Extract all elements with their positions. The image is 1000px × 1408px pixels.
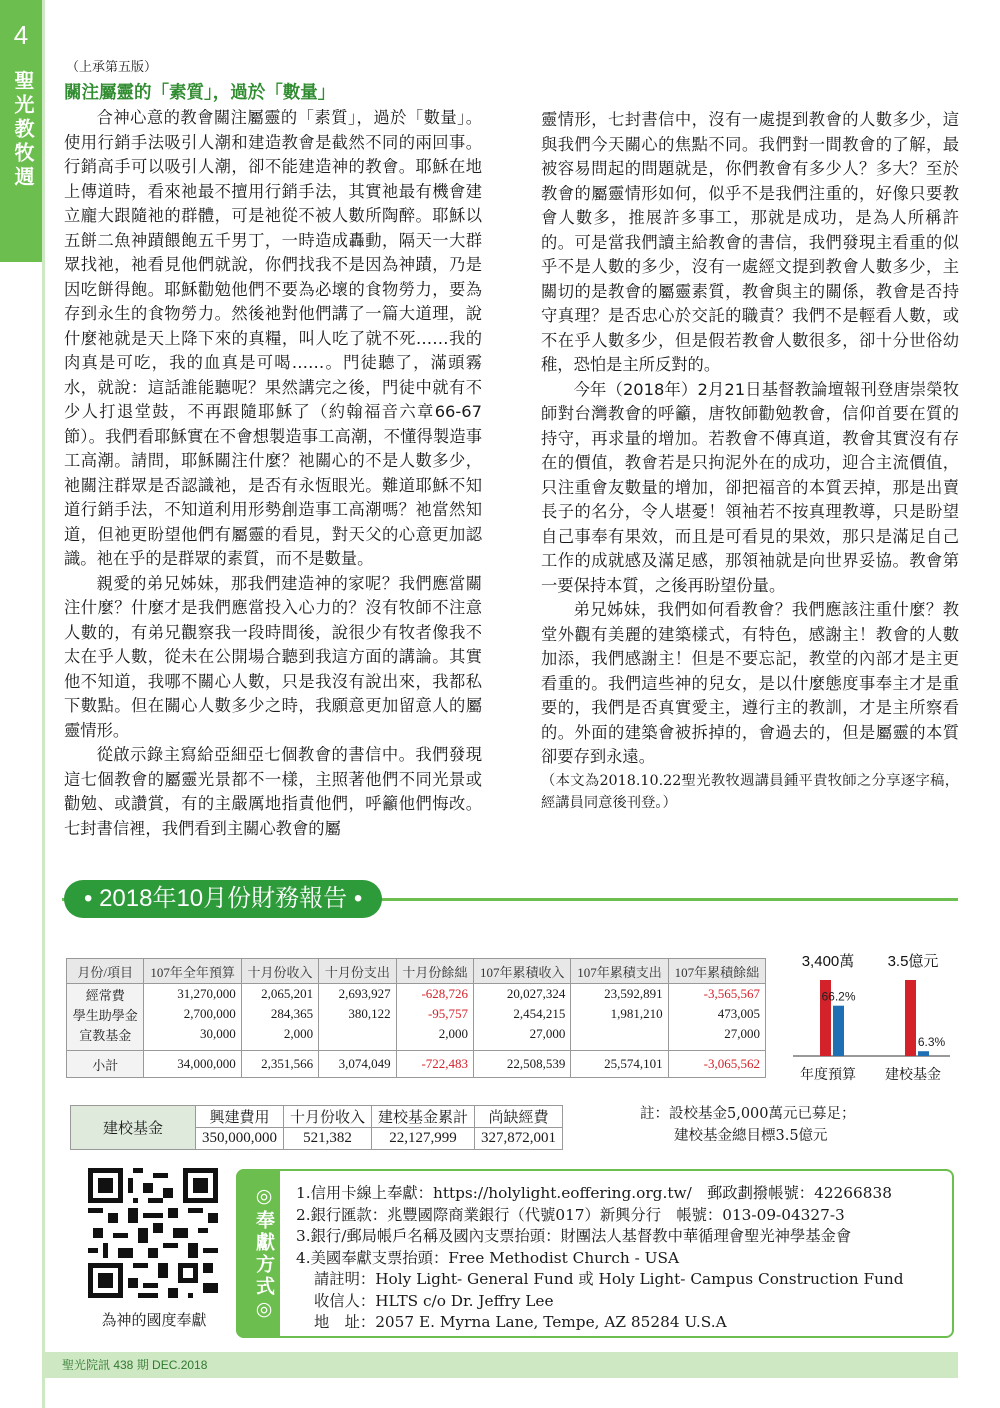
table-cell: 3,074,049 bbox=[319, 1051, 396, 1078]
table-cell: 27,000 bbox=[474, 1024, 571, 1044]
list-item: 請註明：Holy Light- General Fund 或 Holy Light- Campus Construction Fund bbox=[314, 1270, 904, 1288]
row-label: 學生助學金 bbox=[67, 1004, 144, 1024]
article-right-column bbox=[541, 108, 959, 814]
list-item: 3.銀行/郵局帳戶名稱及國內支票抬頭：財團法人基督教中華循理會聖光神學基金會 bbox=[296, 1227, 852, 1245]
paragraph: 親愛的弟兄姊妹，那我們建造神的家呢？我們應當關注什麼？什麼才是我們應當投入心力的？沒有牧師不注意人數的，有弟兄觀察我一段時間後，說很少有牧者像我不太在乎人數，從未在公開場合聽到我這方面的講論。其實他不知道，我哪不關心人數，只是我沒有說出來，我都私下數點。但在關心人數多少之時，我願意更加留意人的屬靈情形。 bbox=[64, 573, 482, 740]
table-cell: 2,000 bbox=[241, 1024, 318, 1044]
paragraph: 弟兄姊妹，我們如何看教會？我們應該注重什麼？教堂外觀有美麗的建築樣式，有特色，感謝主！教會的人數加添，我們感謝主！但是不要忘記，教堂的內部才是主更看重的。我們這些神的兒女，是以什麼態度事奉主才是重要的，我們是否真實愛主，遵行主的教訓，才是主所察看的。外面的建築會被拆掉的，會過去的，但是屬靈的本質卻要存到永遠。 bbox=[541, 600, 959, 766]
table-cell: -3,065,562 bbox=[668, 1051, 765, 1078]
table-cell: -722,483 bbox=[396, 1051, 473, 1078]
editor-note: （本文為2018.10.22聖光教牧週講員鍾平貴牧師之分享逐字稿，經講員同意後刊登。） bbox=[541, 772, 959, 811]
column-header: 十月份餘絀 bbox=[396, 959, 473, 984]
table-cell: 2,693,927 bbox=[319, 984, 396, 1005]
table-header-row bbox=[67, 959, 766, 984]
table-cell: 23,592,891 bbox=[571, 984, 668, 1005]
page-number: 4 bbox=[13, 20, 29, 50]
column-header: 107年全年預算 bbox=[144, 959, 241, 984]
table-cell: 2,700,000 bbox=[144, 1004, 241, 1024]
table-cell: 473,005 bbox=[668, 1004, 765, 1024]
table-cell bbox=[319, 1024, 396, 1044]
table-cell: -3,565,567 bbox=[668, 984, 765, 1005]
category-top-label: 3.5億元 bbox=[887, 953, 939, 970]
list-item: 收信人：HLTS c/o Dr. Jeffry Lee bbox=[314, 1291, 554, 1310]
continued-note: （上承第五版） bbox=[66, 60, 158, 75]
column-header: 107年累積收入 bbox=[474, 959, 571, 984]
list-item: 4.美國奉獻支票抬頭：Free Methodist Church - USA bbox=[296, 1248, 680, 1267]
category-label: 年度預算 bbox=[800, 1066, 856, 1082]
finance-banner: • 2018年10月份財務報告 • bbox=[64, 880, 382, 918]
table-cell: 20,027,324 bbox=[474, 984, 571, 1005]
table-cell: 25,574,101 bbox=[571, 1051, 668, 1078]
table-total-row bbox=[67, 1051, 766, 1078]
finance-table bbox=[66, 958, 766, 1078]
column-header: 十月份支出 bbox=[319, 959, 396, 984]
table-cell: 1,981,210 bbox=[571, 1004, 668, 1024]
data-label: 66.2% bbox=[821, 989, 856, 1004]
bar bbox=[905, 980, 916, 1056]
budget-bar-chart bbox=[785, 950, 955, 1085]
table-cell: 2,351,566 bbox=[241, 1051, 318, 1078]
table-cell: 521,382 bbox=[284, 1128, 372, 1150]
category-top-label: 3,400萬 bbox=[801, 953, 855, 970]
offering-label: ◎奉獻方式◎ bbox=[253, 1185, 275, 1323]
paragraph: 合神心意的教會關注屬靈的「素質」，過於「數量」。使用行銷手法吸引人潮和建造教會是截然不同的兩回事。行銷高手可以吸引人潮，卻不能建造神的教會。耶穌在地上傳道時，看來祂最不擅用行銷手法，其實祂最有機會建立龐大跟隨祂的群體，可是祂從不被人數所陶醉。耶穌以五餅二魚神蹟餵飽五千男丁，一時造成轟動，隔天一大群眾找祂，祂看見他們就說，你們找我不是因為神蹟，乃是因吃餅得飽。耶穌勸勉他們不要為必壞的食物勞力，要為存到永生的食物勞力。然後祂對他們講了一篇大道理，說什麼祂就是天上降下來的真糧，叫人吃了就不死……我的肉真是可吃，我的血真是可喝……。門徒聽了，滿頭霧水，就說：這話誰能聽呢？果然講完之後，門徒中就有不少人打退堂鼓，不再跟隨耶穌了（約翰福音六章66-67節）。我們看耶穌實在不會想製造事工高潮，不懂得製造事工高潮。請問，耶穌關注什麼？祂關心的不是人數多少，祂關注群眾是否認識祂，是否有永恆眼光。難道耶穌不知道行銷手法，不知道利用形勢創造事工高潮嗎？祂當然知道，但祂更盼望他們有屬靈的看見，對天父的心意更加認識。祂在乎的是群眾的素質，而不是數量。 bbox=[64, 108, 482, 568]
data-label: 6.3% bbox=[917, 1035, 946, 1050]
column-header: 月份/項目 bbox=[67, 959, 144, 984]
table-cell: -95,757 bbox=[396, 1004, 473, 1024]
table-cell: 2,065,201 bbox=[241, 984, 318, 1005]
chart-svg bbox=[785, 950, 955, 1085]
table-cell: 34,000,000 bbox=[144, 1051, 241, 1078]
table-row bbox=[67, 984, 766, 1005]
qr-caption: 為神的國度奉獻 bbox=[101, 1311, 207, 1329]
list-item: 地 址：2057 E. Myrna Lane, Tempe, AZ 85284 U.S.A bbox=[314, 1313, 727, 1331]
row-label: 建校基金 bbox=[71, 1106, 196, 1150]
paragraph: 從啟示錄主寫給亞細亞七個教會的書信中。我們發現這七個教會的屬靈光景都不一樣，主照著他們不同光景或勸勉、或讚賞，有的主嚴厲地指責他們，呼籲他們悔改。七封書信裡，我們看到主關心教會的屬 bbox=[64, 745, 482, 838]
column-header: 107年累積餘絀 bbox=[668, 959, 765, 984]
building-fund-table bbox=[70, 1105, 563, 1150]
table-cell: 22,508,539 bbox=[474, 1051, 571, 1078]
qr-code-graphic bbox=[88, 1168, 218, 1298]
article-heading: 關注屬靈的「素質」，過於「數量」 bbox=[64, 83, 336, 103]
list-item: 2.銀行匯款：兆豐國際商業銀行（代號017）新興分行 帳號：013-09-04327-3 bbox=[296, 1205, 845, 1224]
table-cell: 2,000 bbox=[396, 1024, 473, 1044]
table-cell: 27,000 bbox=[668, 1024, 765, 1044]
qr-code-icon[interactable] bbox=[88, 1168, 218, 1298]
table-cell bbox=[571, 1024, 668, 1044]
bar bbox=[918, 1051, 929, 1056]
table-row bbox=[67, 1004, 766, 1024]
table-cell: 30,000 bbox=[144, 1024, 241, 1044]
offering-online-link[interactable]: 1.信用卡線上奉獻：https://holylight.eoffering.org.tw/ 郵政劃撥帳號：42266838 bbox=[296, 1184, 892, 1202]
note-line: 建校基金總目標3.5億元 bbox=[674, 1128, 828, 1144]
footer-text: 聖光院訊 438 期 DEC.2018 bbox=[62, 1358, 208, 1372]
category-label: 建校基金 bbox=[885, 1066, 941, 1082]
table-row bbox=[67, 1024, 766, 1044]
row-label: 小計 bbox=[67, 1051, 144, 1078]
sidebar-rule bbox=[42, 0, 45, 1408]
row-label: 經常費 bbox=[67, 984, 144, 1005]
bar bbox=[833, 1006, 844, 1056]
building-fund-note bbox=[640, 1103, 856, 1147]
article-left-column bbox=[64, 58, 482, 841]
offering-list bbox=[296, 1183, 946, 1334]
paragraph: 靈情形，七封書信中，沒有一處提到教會的人數多少，這與我們今天關心的焦點不同。我們對一間教會的了解，最被容易問起的問題就是，你們教會有多少人？多大？至於教會的屬靈情形如何，似乎不是我們注重的，好像只要教會人數多，推展許多事工，那就是成功，是為人所稱許的。可是當我們讀主給教會的書信，我們發現主看重的似乎不是人數的多少，沒有一處經文提到教會人數多少，主關切的是教會的屬靈素質，教會與主的關係，教會是否持守真理？是否忠心於交託的職責？我們不是輕看人數，或不在乎人數多少，但是假若教會人數很多，卻十分世俗幼稚，恐怕是主所反對的。 bbox=[541, 110, 959, 374]
table-cell: 327,872,001 bbox=[475, 1128, 563, 1150]
column-header: 十月份收入 bbox=[284, 1106, 372, 1128]
table-cell: 350,000,000 bbox=[196, 1128, 284, 1150]
column-header: 107年累積支出 bbox=[571, 959, 668, 984]
row-label: 宣教基金 bbox=[67, 1024, 144, 1044]
column-header: 尚缺經費 bbox=[475, 1106, 563, 1128]
table-cell: 284,365 bbox=[241, 1004, 318, 1024]
paragraph: 今年（2018年）2月21日基督教論壇報刊登唐崇榮牧師對台灣教會的呼籲，唐牧師勸勉教會，信仰首要在質的持守，再求量的增加。若教會不傳真道，教會其實沒有存在的價值，教會若是只拘泥外在的成功，迎合主流價值，只注重會友數量的增加，卻把福音的本質丟掉，那是出賣長子的名分，令人堪憂！領袖若不按真理教導，只是盼望自己事奉有果效，而且是可看見的果效，那只是滿足自己工作的成就感及滿足感，那領袖就是向世界妥協。教會第一要保持本質，之後再盼望份量。 bbox=[541, 379, 959, 595]
column-header: 建校基金累計 bbox=[372, 1106, 475, 1128]
table-cell: 31,270,000 bbox=[144, 984, 241, 1005]
table-header-row bbox=[71, 1106, 563, 1128]
column-header: 十月份收入 bbox=[241, 959, 318, 984]
note-line: 註：設校基金5,000萬元已募足； bbox=[640, 1106, 856, 1122]
section-title: 聖光教牧週 bbox=[11, 70, 35, 190]
table-cell: 22,127,999 bbox=[372, 1128, 475, 1150]
table-cell: 380,122 bbox=[319, 1004, 396, 1024]
table-cell: -628,726 bbox=[396, 984, 473, 1005]
column-header: 興建費用 bbox=[196, 1106, 284, 1128]
table-cell: 2,454,215 bbox=[474, 1004, 571, 1024]
